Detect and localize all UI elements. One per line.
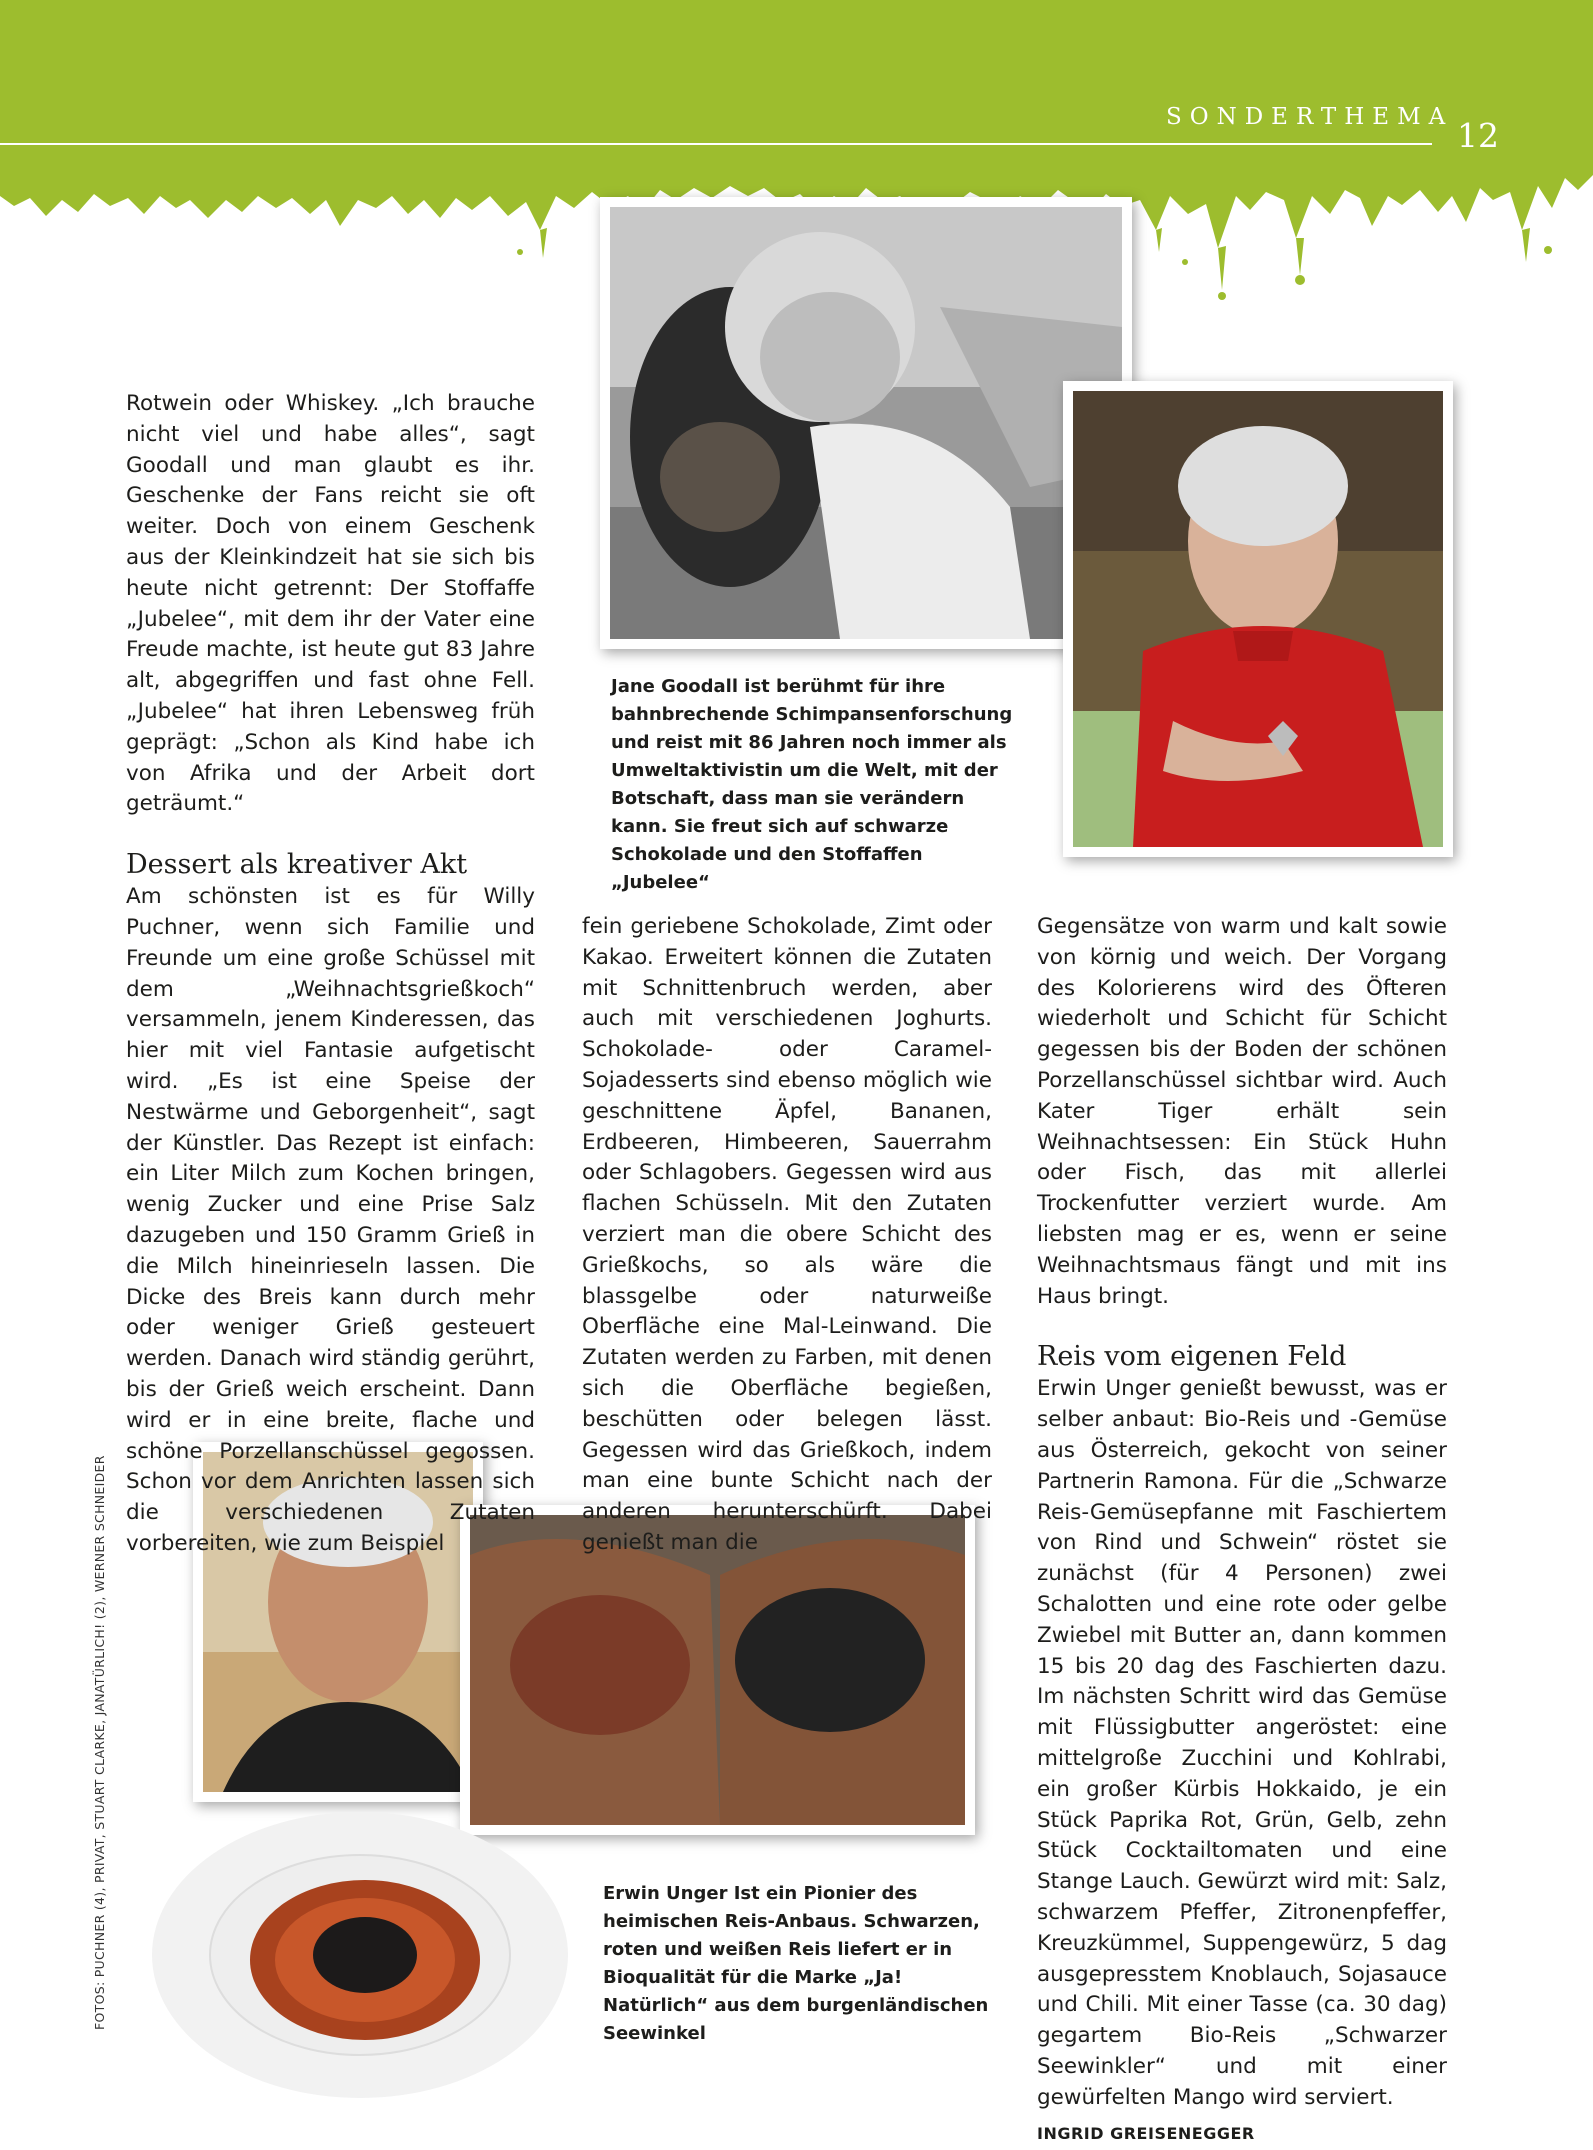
heading-dessert: Dessert als kreativer Akt [126,849,468,881]
photo-goodall-portrait [1063,381,1453,857]
intro-paragraph: Rotwein oder Whiskey. „Ich brauche nicht viel und habe alles“, sagt Goodall und man glaubt es ihr. Geschenke der Fans reicht sie oft weiter. Doch von einem Geschenk aus der Kleinkindzeit hat sie sich bis heute nicht getrennt: Der Stoffaffe „Jubelee“, mit dem ihr der Vater eine Freude machte, ist heute gut 83 Jahre alt, abgegriffen und fast ohne Fell. „Jubelee“ hat ihren Lebensweg früh geprägt: „Schon als Kind habe ich von Afrika und der Arbeit dort geträumt.“ [126,391,535,817]
header-rule [0,143,1432,145]
caption-unger: Erwin Unger Ist ein Pionier des heimischen Reis-Anbaus. Schwarzen, roten und weißen Reis liefert er in Bioqualität für die Marke „Ja! Natürlich“ aus dem burgenländischen Seewinkel [603,1883,989,2044]
section-label: SONDERTHEMA [1166,104,1454,130]
photo-credit: FOTOS: PUCHNER (4), PRIVAT, STUART CLARKE, JANATÜRLICH! (2), WERNER SCHNEIDER [92,1455,107,2030]
column-2 [582,912,992,1559]
photo-goodall-childhood [600,197,1132,649]
reis-paragraph: Erwin Unger genießt bewusst, was er selber anbaut: Bio-Reis und -Gemüse aus Österreich, gekocht von seiner Partnerin Ramona. Für die „Schwarze Reis-Gemüsepfanne mit Faschiertem von Rind und Schwein“ röstet sie zunächst (für 4 Personen) zwei Schalotten und eine rote oder gelbe Zwiebel mit Butter an, dann kommen 15 bis 20 dag des Faschierten dazu. Im nächsten Schritt wird das Gemüse mit Flüssigbutter angeröstet: eine mittelgroße Zucchini und Kohlrabi, ein großer Kürbis Hokkaido, je ein Stück Paprika Rot, Grün, Gelb, zehn Stück Cocktailtomaten und eine Stange Lauch. Gewürzt wird mit: Salz, schwarzem Pfeffer, Zitronenpfeffer, Kreuzkümmel, Suppengewürz, 5 dag ausgepresstem Knoblauch, Sojasauce und Chili. Mit einer Tasse (ca. 30 dag) gegartem Bio-Reis „Schwarzer Seewinkler“ und mit einer gewürfelten Mango wird serviert. [1037,1376,1447,2110]
author-byline: INGRID GREISENEGGER [1037,2124,1255,2144]
plate-graphic [150,1810,570,2100]
photo-rice-dish [150,1810,570,2100]
dessert-end-paragraph: Gegensätze von warm und kalt sowie von körnig und weich. Der Vorgang des Kolorierens wird des Öfteren wiederholt und Schicht für Schicht gegessen bis der Boden der schönen Porzellanschüssel sichtbar wird. Auch Kater Tiger erhält sein Weihnachtsessen: Ein Stück Huhn oder Fisch, das mit allerlei Trockenfutter verziert wurde. Am liebsten mag er es, wenn er seine Weihnachtsmaus fängt und mit ins Haus bringt. [1037,914,1447,1309]
heading-reis: Reis vom eigenen Feld [1037,1341,1347,1373]
column-3 [1037,912,1447,2150]
dessert-paragraph: Am schönsten ist es für Willy Puchner, wenn sich Familie und Freunde um eine große Schüssel mit dem „Weihnachtsgrießkoch“ versammeln, jenem Kinderessen, das hier mit viel Fantasie aufgetischt wird. „Es ist eine Speise der Nestwärme und Geborgenheit“, sagt der Künstler. Das Rezept ist einfach: ein Liter Milch zum Kochen bringen, wenig Zucker und eine Prise Salz dazugeben und 150 Gramm Grieß in die Milch hineinrieseln lassen. Die Dicke des Breis kann durch mehr oder weniger Grieß gesteuert werden. Danach wird ständig gerührt, bis der Grieß weich erscheint. Dann wird er in eine breite, flache und schöne Porzellanschüssel gegossen. Schon vor dem Anrichten lassen sich die verschiedenen Zutaten vorbereiten, wie zum Beispiel [126,884,535,1556]
dessert-continued-paragraph: fein geriebene Schokolade, Zimt oder Kakao. Erweitert können die Zutaten mit Schnittenbruch werden, aber auch mit verschiedenen Joghurts. Schokolade- oder Caramel-Sojadesserts sind ebenso möglich wie geschnittene Äpfel, Bananen, Erdbeeren, Himbeeren, Sauerrahm oder Schlagobers. Gegessen wird aus flachen Schüsseln. Mit den Zutaten verziert man die obere Schicht des Grießkochs, so als wäre die blassgelbe oder naturweiße Oberfläche eine Mal-Leinwand. Die Zutaten werden zu Farben, mit denen sich die Oberfläche begießen, beschütten oder belegen lässt. Gegessen wird das Grießkoch, indem man eine bunte Schicht nach der anderen herunterschürft. Dabei genießt man die [582,914,992,1555]
caption-goodall: Jane Goodall ist berühmt für ihre bahnbrechende Schimpansenforschung und reist mit 86 Jahren noch immer als Umweltaktivistin um die Welt, mit der Botschaft, dass man sie verändern kann. Sie freut sich auf schwarze Schokolade und den Stoffaffen „Jubelee“ [611,676,1013,893]
column-1 [126,389,535,1560]
page-number: 12 [1457,116,1499,155]
